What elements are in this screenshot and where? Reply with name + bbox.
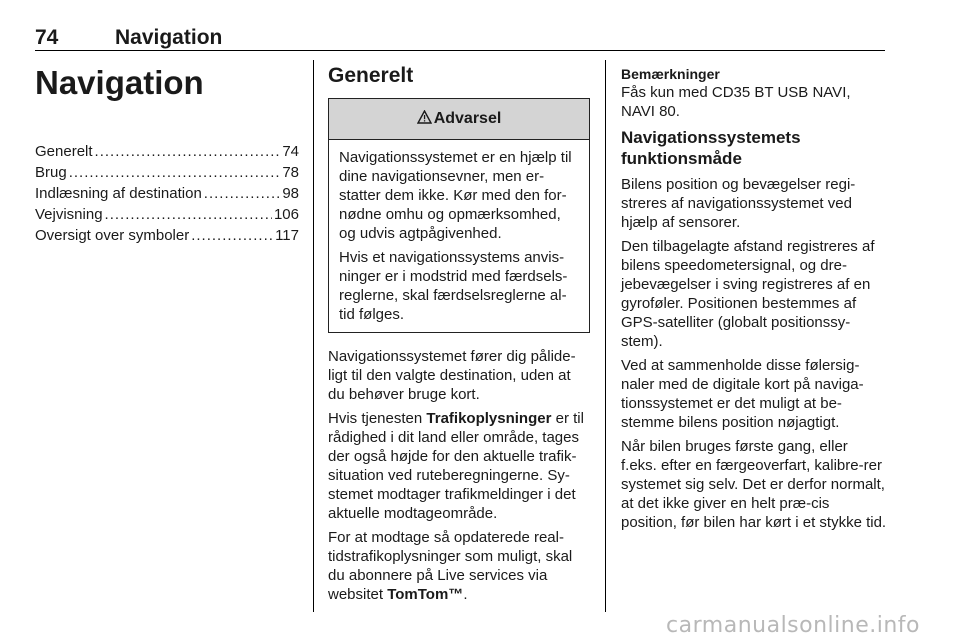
text-run: For at modtage så opdaterede real-tidstrafikoplysninger som muligt, skal du abonnere på Live services via websitet bbox=[328, 529, 573, 603]
body-paragraph: Den tilbagelagte afstand registreres af bilens speedometersignal, og dre-jebevægelser i sving registreres af en gyroføler. Positionen bestemmes af GPS-satelliter (globalt positionssy-stem). bbox=[621, 238, 875, 350]
text-run: Hvis tjenesten bbox=[328, 410, 427, 427]
toc-page: 117 bbox=[275, 227, 299, 244]
toc-label: Vejvisning bbox=[35, 206, 103, 223]
body-paragraph bbox=[328, 409, 590, 523]
text-run: er til rådighed i dit land eller område, tages der også højde for den aktuelle trafik-situation ved ruteberegningerne. Sy-stemet modtager trafikmeldinger i det aktuelle modtageområde. bbox=[328, 410, 584, 522]
toc-label: Generelt bbox=[35, 143, 93, 160]
body-paragraph: Bilens position og bevægelser regi-streres af navigationssystemet ved hjælp af sensorer. bbox=[621, 176, 856, 231]
column-3 bbox=[621, 66, 887, 537]
toc-page: 78 bbox=[282, 164, 299, 181]
warning-paragraph: Hvis et navigationssystems anvis-ninger er i modstrid med færdsels-reglerne, skal færdselsreglerne al-tid følges. bbox=[339, 249, 568, 323]
warning-title: Advarsel bbox=[433, 110, 502, 127]
warning-header bbox=[329, 99, 589, 140]
toc-leader-dots bbox=[105, 205, 272, 224]
toc-entry[interactable] bbox=[35, 142, 299, 163]
header-rule bbox=[35, 50, 885, 51]
toc-leader-dots bbox=[191, 226, 273, 245]
column-1 bbox=[35, 64, 299, 247]
service-name-trafikoplysninger: Trafikoplysninger bbox=[426, 410, 552, 427]
note-text: Fås kun med CD35 BT USB NAVI, NAVI 80. bbox=[621, 84, 851, 120]
page-number: 74 bbox=[35, 26, 59, 49]
toc-entry[interactable] bbox=[35, 205, 299, 226]
toc-entry[interactable] bbox=[35, 226, 299, 247]
body-paragraph: Navigationssystemet fører dig pålide-ligt til den valgte destination, uden at du behøver bruge kort. bbox=[328, 348, 576, 403]
toc-entry[interactable] bbox=[35, 184, 299, 205]
note-title: Bemærkninger bbox=[621, 66, 720, 82]
warning-body bbox=[329, 140, 589, 332]
toc-label: Indlæsning af destination bbox=[35, 185, 202, 202]
running-section-title: Navigation bbox=[115, 26, 223, 49]
toc-page: 74 bbox=[282, 143, 299, 160]
warning-triangle-icon bbox=[417, 99, 432, 139]
column-divider-1 bbox=[313, 60, 314, 612]
column-divider-2 bbox=[605, 60, 606, 612]
warning-paragraph: Navigationssystemet er en hjælp til dine navigationsevner, men er-statter dem ikke. Kør med den for-nødne omhu og opmærksomhed, og udvis agtpågivenhed. bbox=[339, 149, 572, 242]
toc-leader-dots bbox=[204, 184, 281, 203]
warning-box bbox=[328, 98, 590, 333]
toc-leader-dots bbox=[69, 163, 281, 182]
text-run: . bbox=[463, 586, 468, 603]
toc-label: Oversigt over symboler bbox=[35, 227, 190, 244]
table-of-contents bbox=[35, 142, 299, 247]
chapter-title: Navigation bbox=[35, 64, 204, 101]
column-2 bbox=[328, 64, 590, 609]
body-paragraph: Når bilen bruges første gang, eller f.eks. efter en færgeoverfart, kalibre-rer systemet sig selv. Det er derfor normalt, at det ikke giver en helt præ-cis position, før bilen har kørt i et stykke tid. bbox=[621, 438, 887, 531]
body-paragraph: Ved at sammenholde disse følersig-naler med de digitale kort på naviga-tionssystemet er det muligt at be-stemme bilens position nøjagtigt. bbox=[621, 357, 864, 431]
page-header bbox=[35, 22, 885, 52]
toc-leader-dots bbox=[95, 142, 281, 161]
website-name-tomtom: TomTom™ bbox=[387, 586, 464, 603]
toc-entry[interactable] bbox=[35, 163, 299, 184]
toc-label: Brug bbox=[35, 164, 67, 181]
toc-page: 98 bbox=[282, 185, 299, 202]
watermark: carmanualsonline.info bbox=[666, 613, 920, 638]
toc-page: 106 bbox=[273, 206, 299, 223]
body-paragraph bbox=[328, 528, 590, 604]
section-heading: Generelt bbox=[328, 64, 414, 87]
subsection-heading: Navigationssystemets funktionsmåde bbox=[621, 128, 801, 168]
